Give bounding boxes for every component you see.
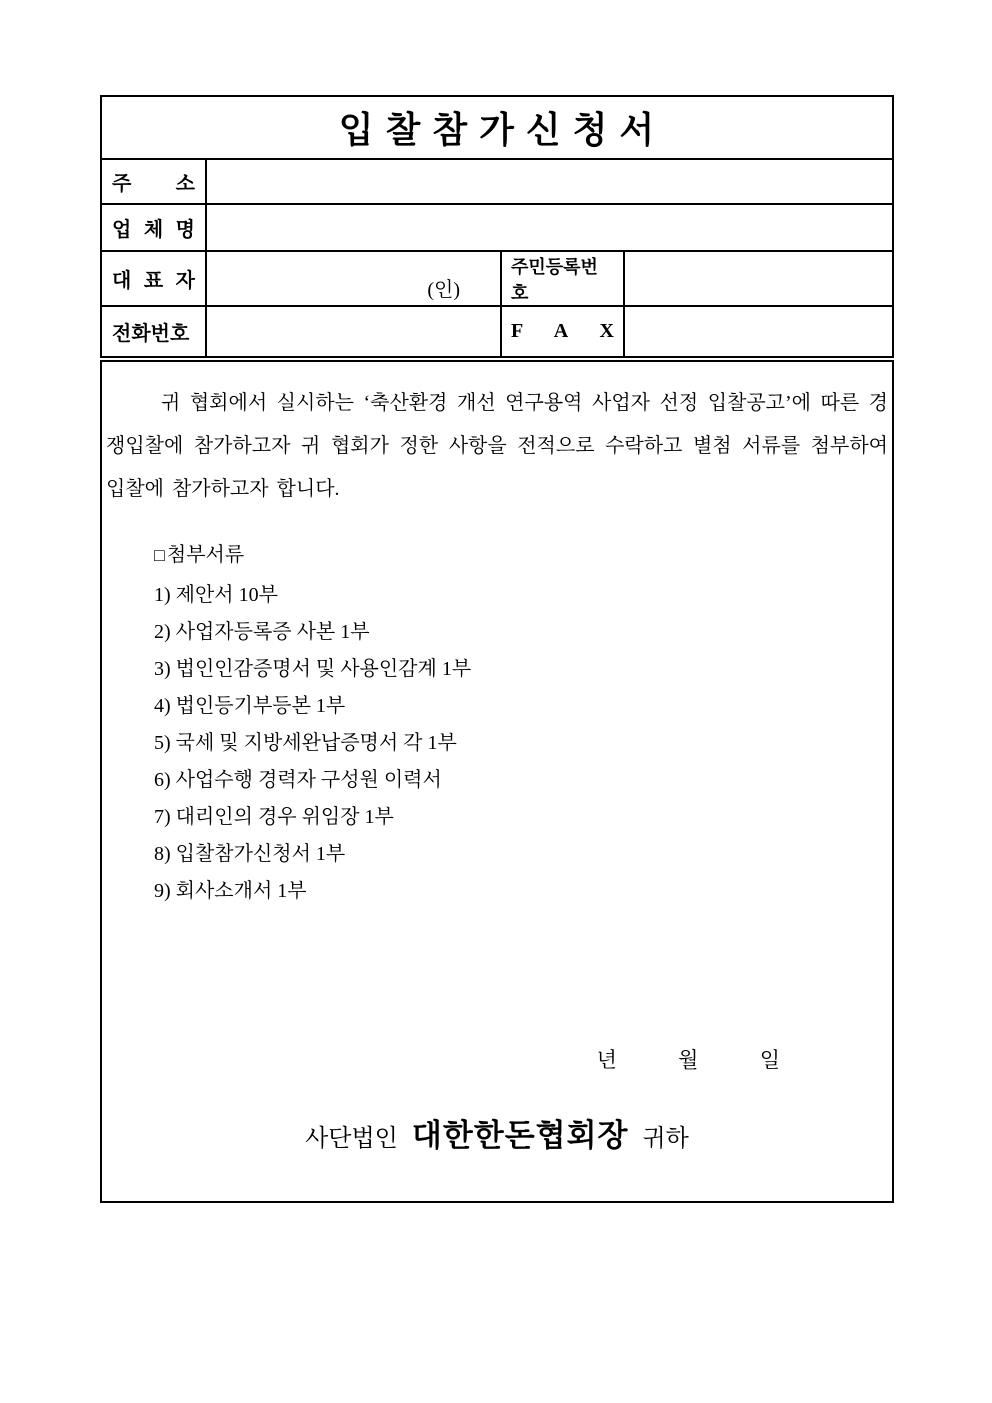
list-item: 7) 대리인의 경우 위임장 1부 (154, 806, 394, 828)
company-row (102, 203, 892, 250)
list-item: 1) 제안서 10부 (154, 584, 278, 606)
date-month-label: 월 (678, 1048, 699, 1072)
org-type-label: 사단법인 (305, 1126, 398, 1152)
list-item: 9) 회사소개서 1부 (154, 880, 307, 902)
phone-label: 전화번호 (102, 307, 207, 356)
resident-number-label: 주민등록번호 (502, 252, 625, 306)
fax-input-cell[interactable] (625, 307, 892, 356)
attachments-heading (154, 537, 872, 574)
attachments-block (154, 537, 872, 910)
company-input-cell[interactable] (207, 205, 892, 250)
date-year-label: 년 (596, 1048, 617, 1072)
bid-application-document (100, 95, 894, 1203)
fax-label: F A X (502, 307, 625, 356)
address-input-cell[interactable] (207, 160, 892, 204)
resident-number-input-cell[interactable] (625, 252, 892, 306)
representative-label: 대 표 자 (102, 252, 207, 306)
date-day-label: 일 (759, 1048, 780, 1072)
page-title: 입 찰 참 가 신 청 서 (338, 108, 656, 150)
attachments-list (154, 577, 872, 910)
attachments-heading-label: 첨부서류 (166, 544, 245, 566)
phone-row (102, 305, 892, 356)
representative-row (102, 250, 892, 306)
company-label: 업 체 명 (102, 205, 207, 250)
honorific-label: 귀하 (642, 1126, 689, 1152)
applicant-info-table (100, 95, 894, 358)
list-item: 3) 법인인감증명서 및 사용인감계 1부 (154, 658, 472, 680)
title-row (102, 97, 892, 158)
seal-mark: (인) (427, 279, 460, 302)
list-item: 6) 사업수행 경력자 구성원 이력서 (154, 769, 442, 791)
list-item: 4) 법인등기부등본 1부 (154, 695, 346, 717)
org-name-label: 대한한돈협회장 (411, 1118, 629, 1153)
date-line (102, 1044, 892, 1074)
address-label: 주 소 (102, 160, 207, 204)
declaration-paragraph: 귀 협회에서 실시하는 ‘축산환경 개선 연구용역 사업자 선정 입찰공고’에 따른 경쟁입찰에 참가하고자 귀 협회가 정한 사항을 전적으로 수락하고 별첨 서류를 첨부하여 입찰에 참가하고자 합니다. (106, 392, 888, 500)
representative-input-cell[interactable] (207, 252, 502, 306)
list-item: 5) 국세 및 지방세완납증명서 각 1부 (154, 732, 457, 754)
checkbox-icon: □ (154, 545, 165, 565)
list-item: 2) 사업자등록증 사본 1부 (154, 621, 370, 643)
body-section (100, 360, 894, 1203)
addressee-line (102, 1110, 892, 1155)
list-item: 8) 입찰참가신청서 1부 (154, 843, 346, 865)
address-row (102, 158, 892, 204)
phone-input-cell[interactable] (207, 307, 502, 356)
